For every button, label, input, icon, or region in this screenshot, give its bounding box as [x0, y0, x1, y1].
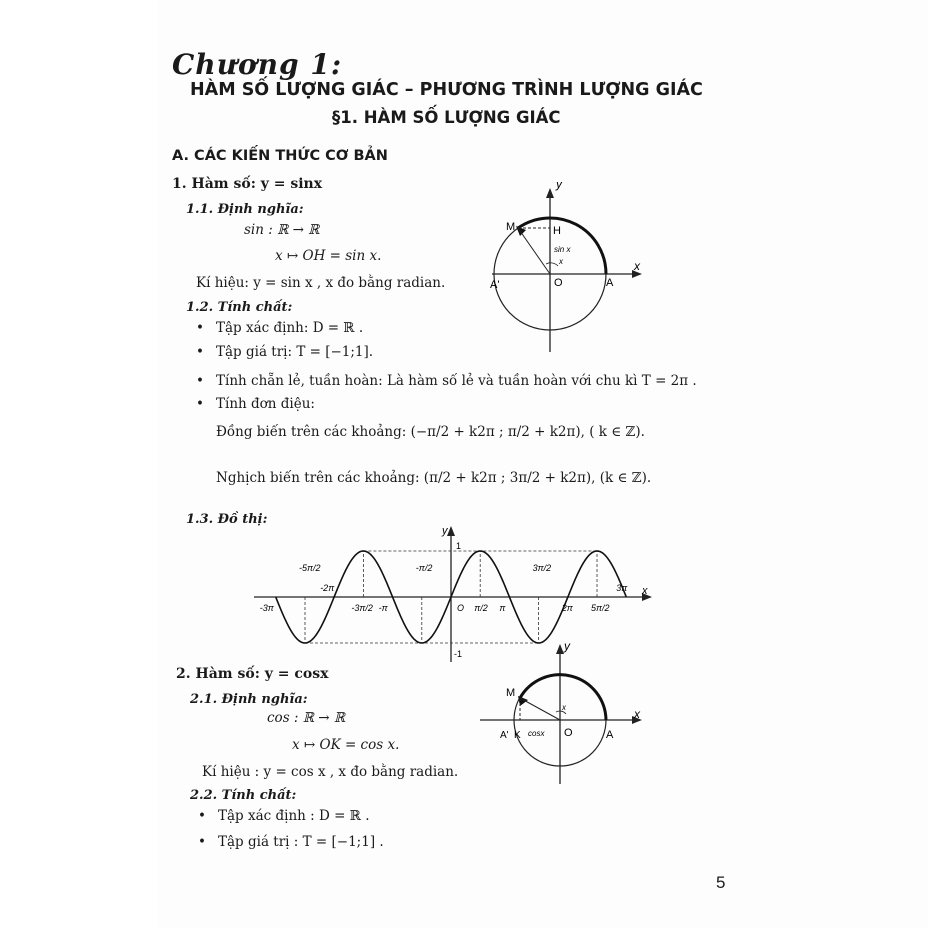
circle1-label-o: O: [554, 277, 563, 289]
cos-definition-line-1: cos : ℝ → ℝ: [267, 710, 346, 726]
sin-property-domain: • Tập xác định: D = ℝ .: [216, 320, 363, 336]
cos-property-domain: • Tập xác định : D = ℝ .: [218, 808, 370, 824]
circle1-label-y: y: [556, 182, 562, 191]
sin-graph-heading: 1.3. Đồ thị:: [186, 512, 268, 527]
graph-y-tick-label: -1: [454, 649, 463, 659]
graph-x-tick-label: 5π/2: [591, 603, 610, 613]
graph-label-x: x: [642, 585, 648, 597]
circle1-label-x: x: [634, 259, 640, 273]
circle1-label-h: H: [553, 225, 561, 237]
graph-x-tick-label: -π/2: [415, 563, 433, 573]
cos-property-range: • Tập giá trị : T = [−1;1] .: [218, 834, 384, 850]
circle2-label-a-prime: A': [500, 730, 509, 741]
circle1-radius-om: [518, 228, 550, 274]
sin-decreasing-intervals: Nghịch biến trên các khoảng: (π/2 + k2π ; 3π/2 + k2π), (k ∈ ℤ).: [216, 470, 652, 486]
circle1-angle-mark: [546, 263, 558, 266]
circle1-label-sinx: sin x: [554, 245, 571, 254]
graph-x-tick-label: π: [499, 603, 506, 613]
sin-properties-heading: 1.2. Tính chất:: [186, 300, 293, 315]
circle1-label-m: M: [506, 221, 516, 233]
sin-unit-circle: [486, 182, 646, 360]
circle1-y-arrow-icon: [546, 188, 554, 198]
circle2-label-cosx: cosx: [528, 729, 545, 738]
sin-definition-line-2: x ↦ OH = sin x.: [275, 248, 382, 264]
circle2-label-a: A: [606, 729, 614, 741]
page-margin: [0, 0, 158, 928]
graph-x-tick-label: -5π/2: [298, 563, 321, 573]
cos-properties-heading: 2.2. Tính chất:: [190, 788, 297, 803]
page-number: 5: [716, 873, 726, 892]
sin-definition-heading: 1.1. Định nghĩa:: [186, 202, 304, 217]
circle2-label-angle: x: [562, 703, 566, 712]
graph-x-tick-label: 3π: [616, 583, 628, 593]
graph-x-tick-label: 3π/2: [532, 563, 552, 573]
circle2-arc: [520, 675, 606, 720]
graph-x-tick-label: -2π: [320, 583, 335, 593]
circle2-label-x: x: [634, 707, 640, 721]
sin-definition-line-1: sin : ℝ → ℝ: [244, 222, 320, 238]
sin-increasing-intervals: Đồng biến trên các khoảng: (−π/2 + k2π ; π/2 + k2π), ( k ∈ ℤ).: [216, 424, 645, 440]
circle1-label-angle: x: [559, 257, 563, 266]
graph-x-tick-label: 2π: [561, 603, 573, 613]
circle2-y-arrow-icon: [556, 644, 564, 654]
chapter-title: Chương 1:: [172, 48, 343, 81]
graph-y-arrow-icon: [447, 526, 455, 536]
graph-x-tick-label: -3π: [259, 603, 274, 613]
circle2-label-o: O: [564, 727, 573, 739]
graph-x-tick-label: -3π/2: [351, 603, 373, 613]
graph-y-tick-label: 1: [456, 541, 462, 551]
sin-notation: Kí hiệu: y = sin x , x đo bằng radian.: [196, 275, 446, 291]
cos-heading: 2. Hàm số: y = cosx: [176, 666, 329, 682]
sin-property-range: • Tập giá trị: T = [−1;1].: [216, 344, 373, 360]
section-heading: §1. HÀM SỐ LƯỢNG GIÁC: [332, 108, 561, 127]
cos-unit-circle: [476, 640, 648, 786]
circle2-label-k: K: [514, 730, 521, 741]
part-a-heading: A. CÁC KIẾN THỨC CƠ BẢN: [172, 148, 388, 164]
graph-label-y: y: [442, 525, 448, 537]
cos-notation: Kí hiệu : y = cos x , x đo bằng radian.: [202, 764, 459, 780]
sin-heading: 1. Hàm số: y = sinx: [172, 176, 323, 192]
circle2-label-y: y: [564, 640, 570, 653]
graph-x-tick-label: O: [457, 603, 465, 613]
circle1-label-a: A: [606, 277, 614, 289]
graph-x-tick-label: -π: [378, 603, 388, 613]
chapter-heading: HÀM SỐ LƯỢNG GIÁC – PHƯƠNG TRÌNH LƯỢNG GIÁC: [190, 80, 703, 100]
circle2-label-m: M: [506, 687, 516, 699]
sin-property-parity: • Tính chẵn lẻ, tuần hoàn: Là hàm số lẻ và tuần hoàn với chu kì T = 2π .: [216, 373, 697, 389]
cos-definition-heading: 2.1. Định nghĩa:: [190, 692, 308, 707]
sin-property-monotonic: • Tính đơn điệu:: [216, 396, 315, 412]
graph-x-tick-label: π/2: [474, 603, 488, 613]
circle2-radius-om: [520, 698, 560, 720]
cos-definition-line-2: x ↦ OK = cos x.: [292, 737, 400, 753]
circle1-label-a-prime: A': [490, 279, 500, 291]
